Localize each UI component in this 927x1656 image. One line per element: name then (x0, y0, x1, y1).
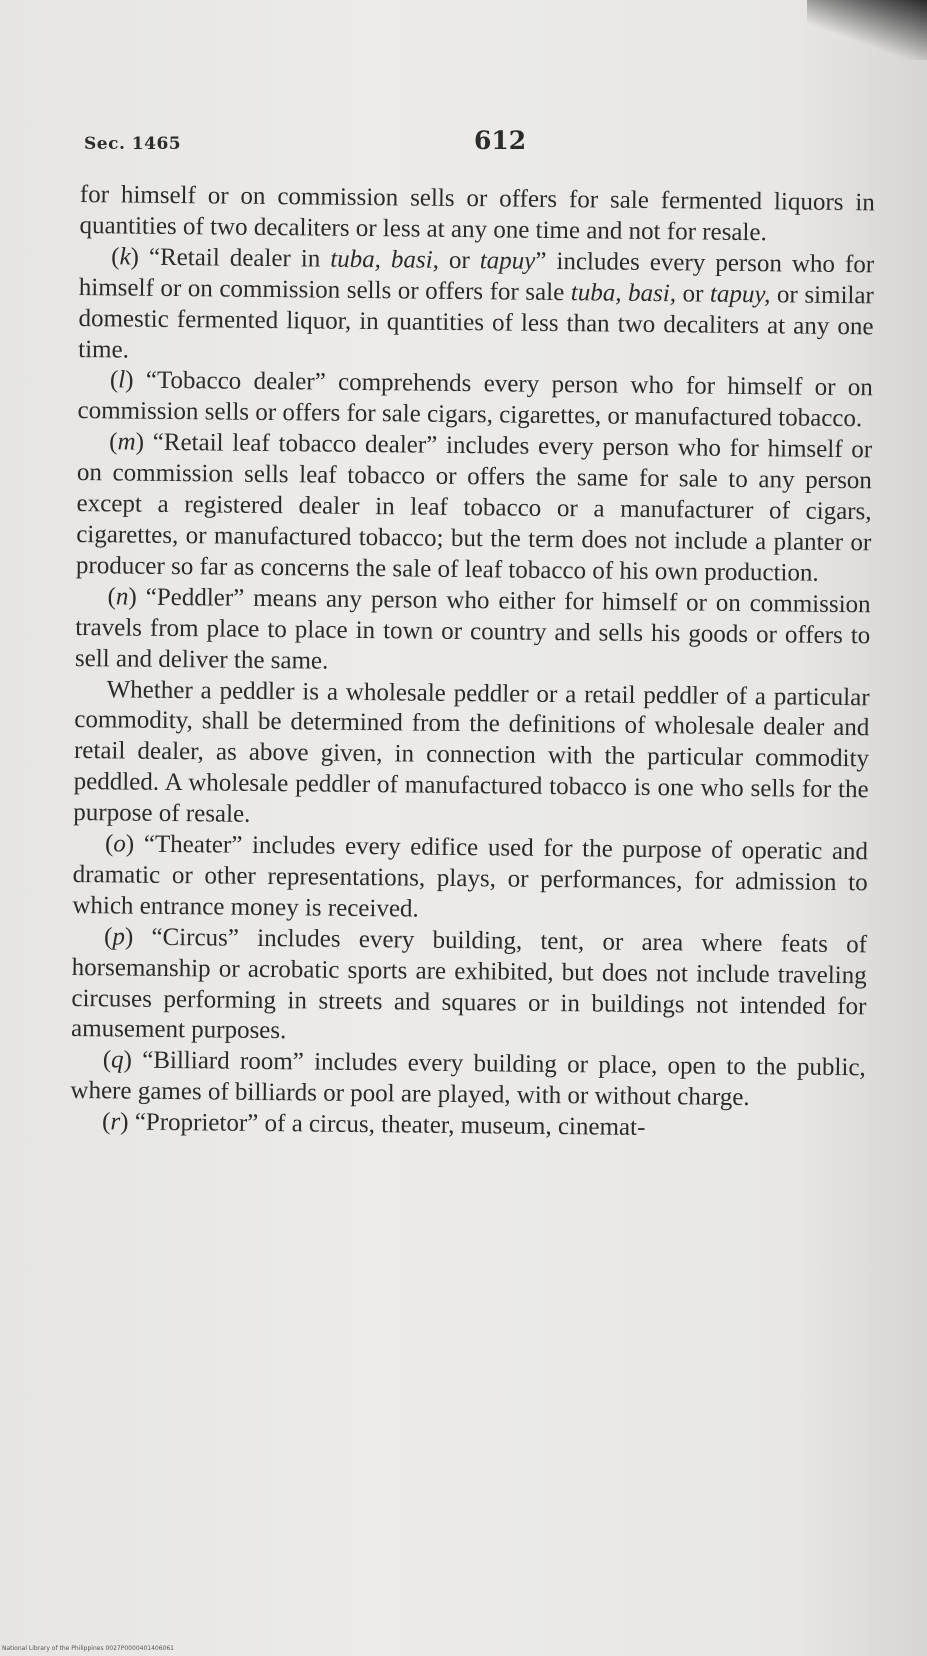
text-run: ( (101, 1108, 111, 1136)
text-run: or (675, 279, 711, 308)
text-run: ” includes every person who for himself or on commission sells or offers for sale (78, 247, 875, 306)
italic-text: tuba, basi, (330, 245, 440, 274)
italic-text: k (119, 243, 131, 271)
text-run: ) “Circus” includes every building, tent, or area where feats of horsemanship or acrobatic sports are exhibited, but does not include traveling circuses performing in streets and squares or in buildings not intended for amusement purposes. (70, 923, 868, 1045)
paragraph (79, 180, 875, 250)
italic-text: l (118, 366, 126, 394)
text-run: or (438, 246, 480, 275)
paragraph (75, 582, 871, 683)
scan-corner-shadow (807, 0, 927, 60)
text-run: ) “Billiard room” includes every building or place, open to the public, where games of billiards or pool are played, with or without charge. (70, 1046, 866, 1112)
text-run: ) “Peddler” means any person who either for himself or on commission travels from place to place in town or country and sells his goods or offers to sell and deliver the same. (74, 583, 871, 675)
italic-text: tuba, basi, (570, 278, 677, 307)
paragraph (70, 1045, 866, 1115)
italic-text: m (117, 428, 136, 456)
scan-credit: National Library of the Philippines 0027P0000401406061 (2, 1645, 174, 1652)
text-run: ( (111, 243, 120, 271)
italic-text: q (110, 1046, 124, 1074)
italic-text: tapuy, (709, 280, 771, 308)
text-run: or similar domestic fermented liquor, in quantities of less than two decaliters at any one time. (78, 280, 874, 364)
body-text (70, 180, 875, 1146)
paragraph (77, 365, 873, 435)
text-run: Whether a peddler is a wholesale peddler or a retail peddler of a particular commodity, shall be determined from the definitions of wholesale dealer and retail dealer, as above given, in connection with the particular commodity peddled. A wholesale peddler of manufactured tobacco is one who sells for the purpose of resale. (73, 675, 870, 828)
text-run: ( (102, 1046, 112, 1074)
italic-text: o (113, 830, 127, 858)
text-run: for himself or on commission sells or offers for sale fermented liquors in quantities of two decaliters or less at any one time and not for resale. (79, 180, 875, 247)
text-run: ( (107, 583, 117, 611)
text-run: ( (109, 428, 118, 456)
paragraph (73, 674, 870, 837)
text-run: ) “Proprietor” of a circus, theater, museum, cinemat- (120, 1108, 646, 1142)
text-run: ) “Tobacco dealer” comprehends every person who for himself or on commission sells or offers for sale cigars, cigarettes, or manufactured tobacco. (77, 366, 874, 433)
section-label: Sec. 1465 (84, 134, 182, 154)
text-run: ( (104, 830, 114, 858)
italic-text: tapuy (479, 247, 536, 275)
italic-text: r (110, 1108, 121, 1136)
text-run: ) “Retail leaf tobacco dealer” includes every person who for himself or on commission sells leaf tobacco or offers the same for sale to any person except a registered dealer in leaf tobacco or a manufacturer of cigars, cigarettes, or manufactured tobacco; but the term does not include a planter or producer so far as concerns the sale of leaf tobacco of his own production. (75, 428, 873, 587)
text-run: ) “Theater” includes every edifice used for the purpose of operatic and dramatic or other representations, plays, or performances, for admission to which entrance money is received. (72, 830, 869, 923)
italic-text: n (115, 583, 129, 611)
paragraph (76, 427, 873, 590)
text-run: ) “Retail dealer in (130, 243, 331, 273)
page-header (84, 126, 843, 166)
italic-text: p (112, 923, 126, 951)
text-run: ( (109, 366, 119, 394)
paragraph (72, 829, 868, 930)
paragraph (71, 922, 867, 1054)
text-run: ( (103, 923, 113, 951)
page-number: 612 (474, 126, 527, 155)
paragraph (78, 242, 874, 374)
